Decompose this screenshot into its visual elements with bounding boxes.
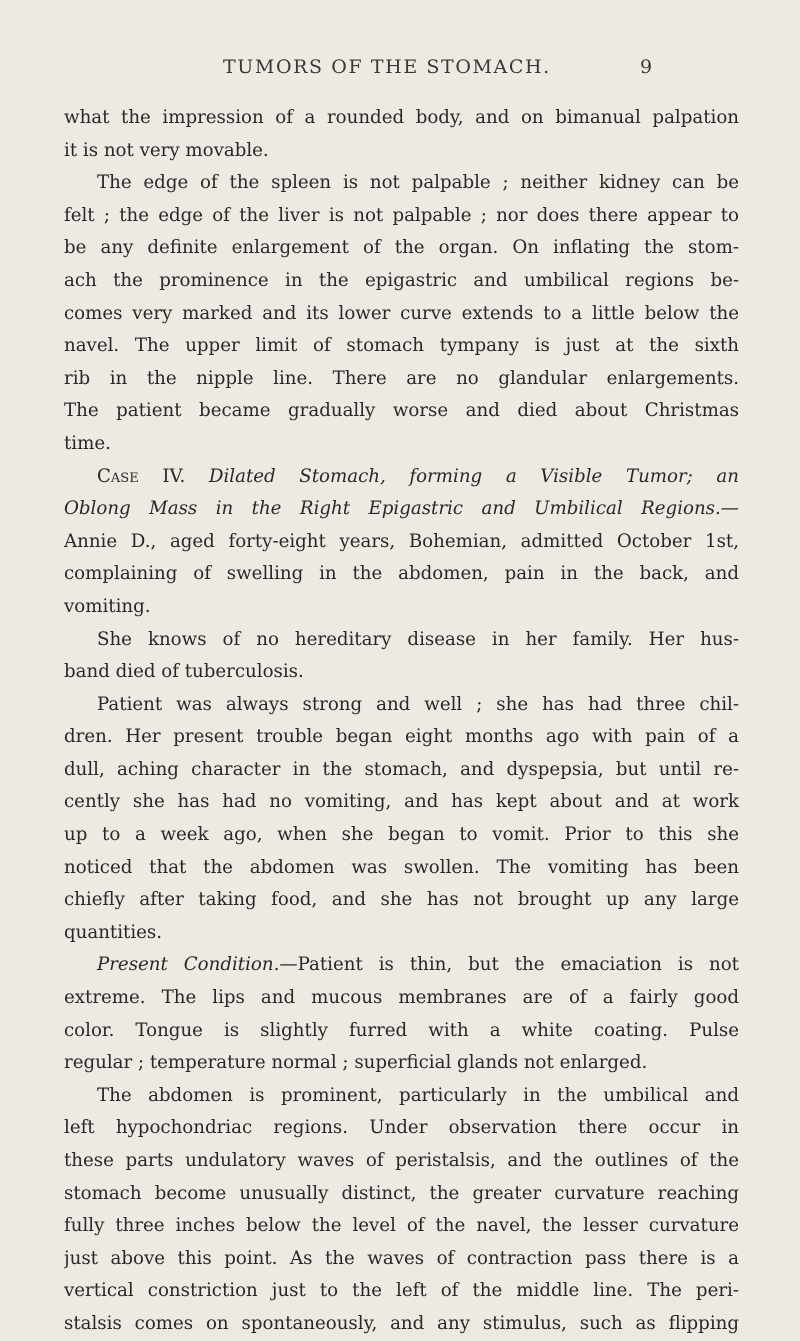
text-line: vomiting. bbox=[64, 595, 151, 617]
text-line: left hypochondriac regions. Under observation there occur in bbox=[64, 1117, 739, 1139]
text-line: fully three inches below the level of the navel, the lesser curvature bbox=[64, 1215, 739, 1237]
text-line: extreme. The lips and mucous membranes are of a fairly good bbox=[64, 987, 739, 1009]
text-line: Patient was always strong and well ; she has had three chil- bbox=[97, 693, 739, 715]
text-line: band died of tuberculosis. bbox=[64, 661, 304, 683]
text-line: cently she has had no vomiting, and has kept about and at work bbox=[64, 791, 739, 813]
text-line: comes very marked and its lower curve extends to a little below the bbox=[64, 302, 739, 324]
text-line: stomach become unusually distinct, the greater curvature reaching bbox=[64, 1182, 739, 1204]
text-line: The patient became gradually worse and died about Christmas bbox=[64, 400, 739, 422]
text-line: noticed that the abdomen was swollen. The vomiting has been bbox=[64, 856, 739, 878]
text-line: ach the prominence in the epigastric and umbilical regions be- bbox=[64, 269, 739, 291]
case-title: Dilated Stomach, forming a Visible Tumor; an bbox=[208, 465, 739, 487]
text-line: chiefly after taking food, and she has not brought up any large bbox=[64, 889, 739, 911]
text-line: color. Tongue is slightly furred with a white coating. Pulse bbox=[64, 1019, 739, 1041]
text-line: stalsis comes on spontaneously, and any stimulus, such as flipping bbox=[64, 1312, 739, 1334]
case-title-continued: Oblong Mass in the Right Epigastric and Umbilical Regions.— bbox=[64, 498, 739, 520]
text-line: rib in the nipple line. There are no glandular enlargements. bbox=[64, 367, 739, 389]
text-line: it is not very movable. bbox=[64, 139, 269, 161]
text-line: dull, aching character in the stomach, and dyspepsia, but until re- bbox=[64, 758, 739, 780]
text-line: navel. The upper limit of stomach tympany is just at the sixth bbox=[64, 335, 739, 357]
running-title: TUMORS OF THE STOMACH. bbox=[223, 56, 551, 78]
body-text bbox=[64, 102, 739, 1341]
text-line: be any definite enlargement of the organ. On inflating the stom- bbox=[64, 237, 739, 259]
running-head bbox=[0, 56, 800, 86]
text-line: complaining of swelling in the abdomen, pain in the back, and bbox=[64, 563, 739, 585]
present-condition-text: —Patient is thin, but the emaciation is not bbox=[279, 954, 739, 976]
page-number: 9 bbox=[640, 56, 653, 78]
text-line: what the impression of a rounded body, and on bimanual palpation bbox=[64, 107, 739, 128]
case-label: Case IV. bbox=[97, 465, 186, 487]
text-line: felt ; the edge of the liver is not palpable ; nor does there appear to bbox=[64, 204, 739, 226]
text-line: quantities. bbox=[64, 921, 163, 943]
text-line: vertical constriction just to the left of the middle line. The peri- bbox=[64, 1280, 739, 1302]
text-line: The edge of the spleen is not palpable ; neither kidney can be bbox=[97, 172, 739, 194]
present-condition-label: Present Condition. bbox=[97, 954, 280, 976]
text-line: just above this point. As the waves of contraction pass there is a bbox=[64, 1247, 739, 1269]
case-heading-line bbox=[64, 461, 739, 494]
text-line: Annie D., aged forty-eight years, Bohemian, admitted October 1st, bbox=[64, 530, 739, 552]
text-line: up to a week ago, when she began to vomit. Prior to this she bbox=[64, 824, 739, 846]
text-line: these parts undulatory waves of peristalsis, and the outlines of the bbox=[64, 1150, 739, 1171]
present-condition-line bbox=[64, 949, 739, 982]
text-line: The abdomen is prominent, particularly in the umbilical and bbox=[97, 1084, 739, 1106]
text-line: She knows of no hereditary disease in her family. Her hus- bbox=[97, 628, 739, 650]
text-line: dren. Her present trouble began eight months ago with pain of a bbox=[64, 726, 739, 748]
text-line: time. bbox=[64, 432, 111, 454]
text-line: regular ; temperature normal ; superficial glands not enlarged. bbox=[64, 1052, 648, 1074]
